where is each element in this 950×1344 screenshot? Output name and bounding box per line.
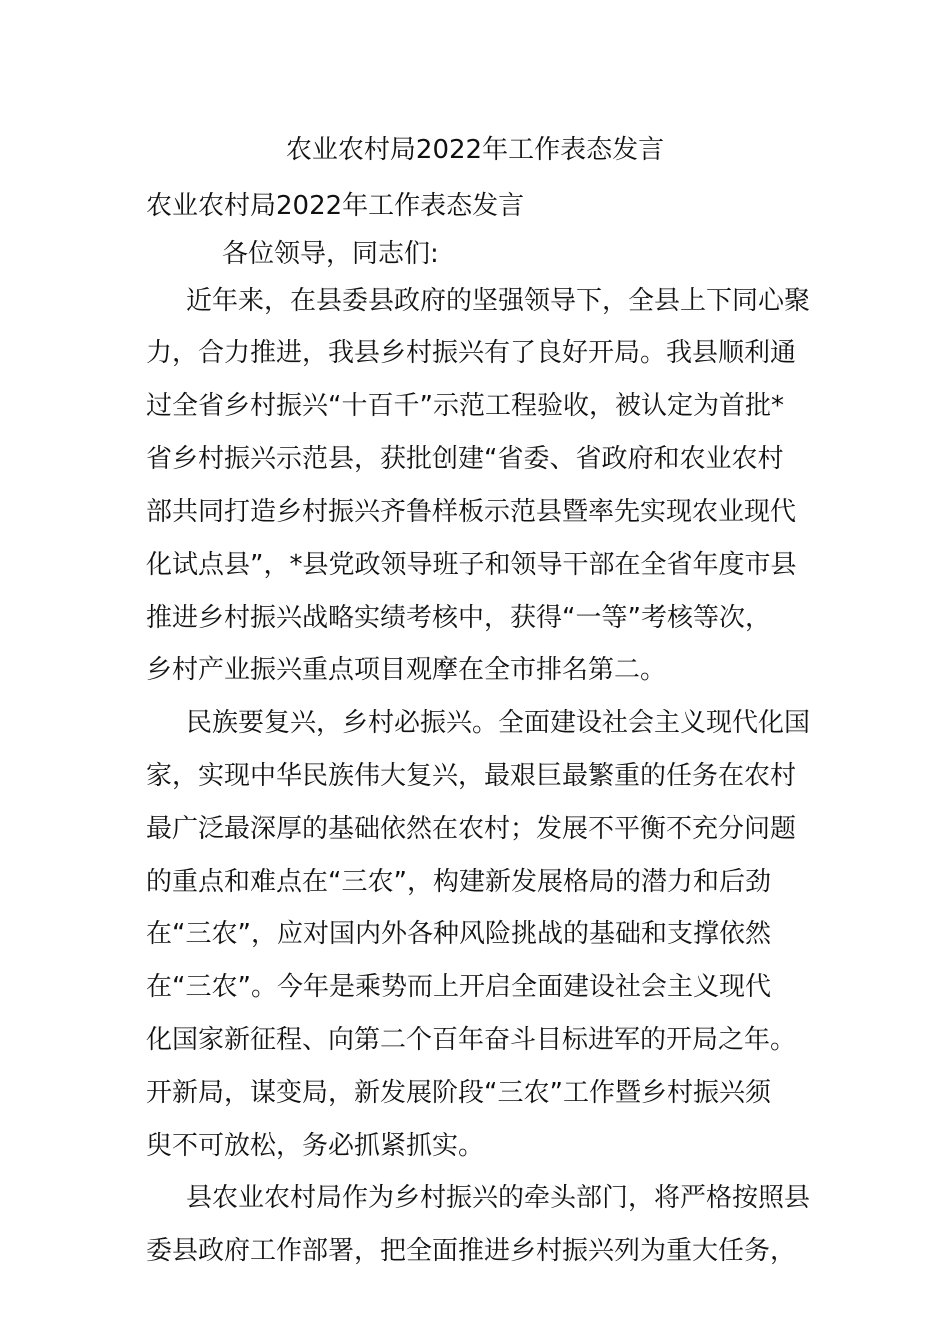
paragraph-line: 在“三农”，应对国内外各种风险挑战的基础和支撑依然: [146, 919, 771, 949]
paragraph-line: 化国家新征程、向第二个百年奋斗目标进军的开局之年。: [146, 1025, 797, 1055]
paragraph-line: 近年来，在县委县政府的坚强领导下，全县上下同心聚: [186, 286, 811, 316]
paragraph-line: 推进乡村振兴战略实绩考核中，获得“一等”考核等次，: [146, 603, 771, 633]
paragraph-line: 臾不可放松，务必抓紧抓实。: [146, 1131, 485, 1161]
document-title: 农业农村局2022年工作表态发言: [285, 135, 665, 165]
paragraph-line: 力，合力推进，我县乡村振兴有了良好开局。我县顺利通: [146, 338, 797, 368]
paragraph-line: 家，实现中华民族伟大复兴，最艰巨最繁重的任务在农村: [146, 761, 797, 791]
paragraph-line: 县农业农村局作为乡村振兴的牵头部门，将严格按照县: [186, 1183, 811, 1213]
paragraph-line: 最广泛最深厚的基础依然在农村；发展不平衡不充分问题: [146, 814, 797, 844]
document-subtitle: 农业农村局2022年工作表态发言: [146, 191, 525, 221]
paragraph-line: 民族要复兴，乡村必振兴。全面建设社会主义现代化国: [186, 708, 811, 738]
paragraph-line: 部共同打造乡村振兴齐鲁样板示范县暨率先实现农业现代: [146, 497, 797, 527]
paragraph-line: 在“三农”。今年是乘势而上开启全面建设社会主义现代: [146, 972, 771, 1002]
salutation: 各位领导，同志们:: [222, 239, 439, 269]
paragraph-line: 委县政府工作部署，把全面推进乡村振兴列为重大任务，: [146, 1236, 797, 1266]
paragraph-line: 省乡村振兴示范县，获批创建“省委、省政府和农业农村: [146, 444, 784, 474]
paragraph-line: 开新局，谋变局，新发展阶段“三农”工作暨乡村振兴须: [146, 1078, 771, 1108]
paragraph-line: 化试点县”，*县党政领导班子和领导干部在全省年度市县: [146, 550, 797, 580]
paragraph-line: 过全省乡村振兴“十百千”示范工程验收，被认定为首批*: [146, 391, 784, 421]
paragraph-line: 乡村产业振兴重点项目观摩在全市排名第二。: [146, 655, 667, 685]
paragraph-line: 的重点和难点在“三农”，构建新发展格局的潜力和后劲: [146, 867, 771, 897]
